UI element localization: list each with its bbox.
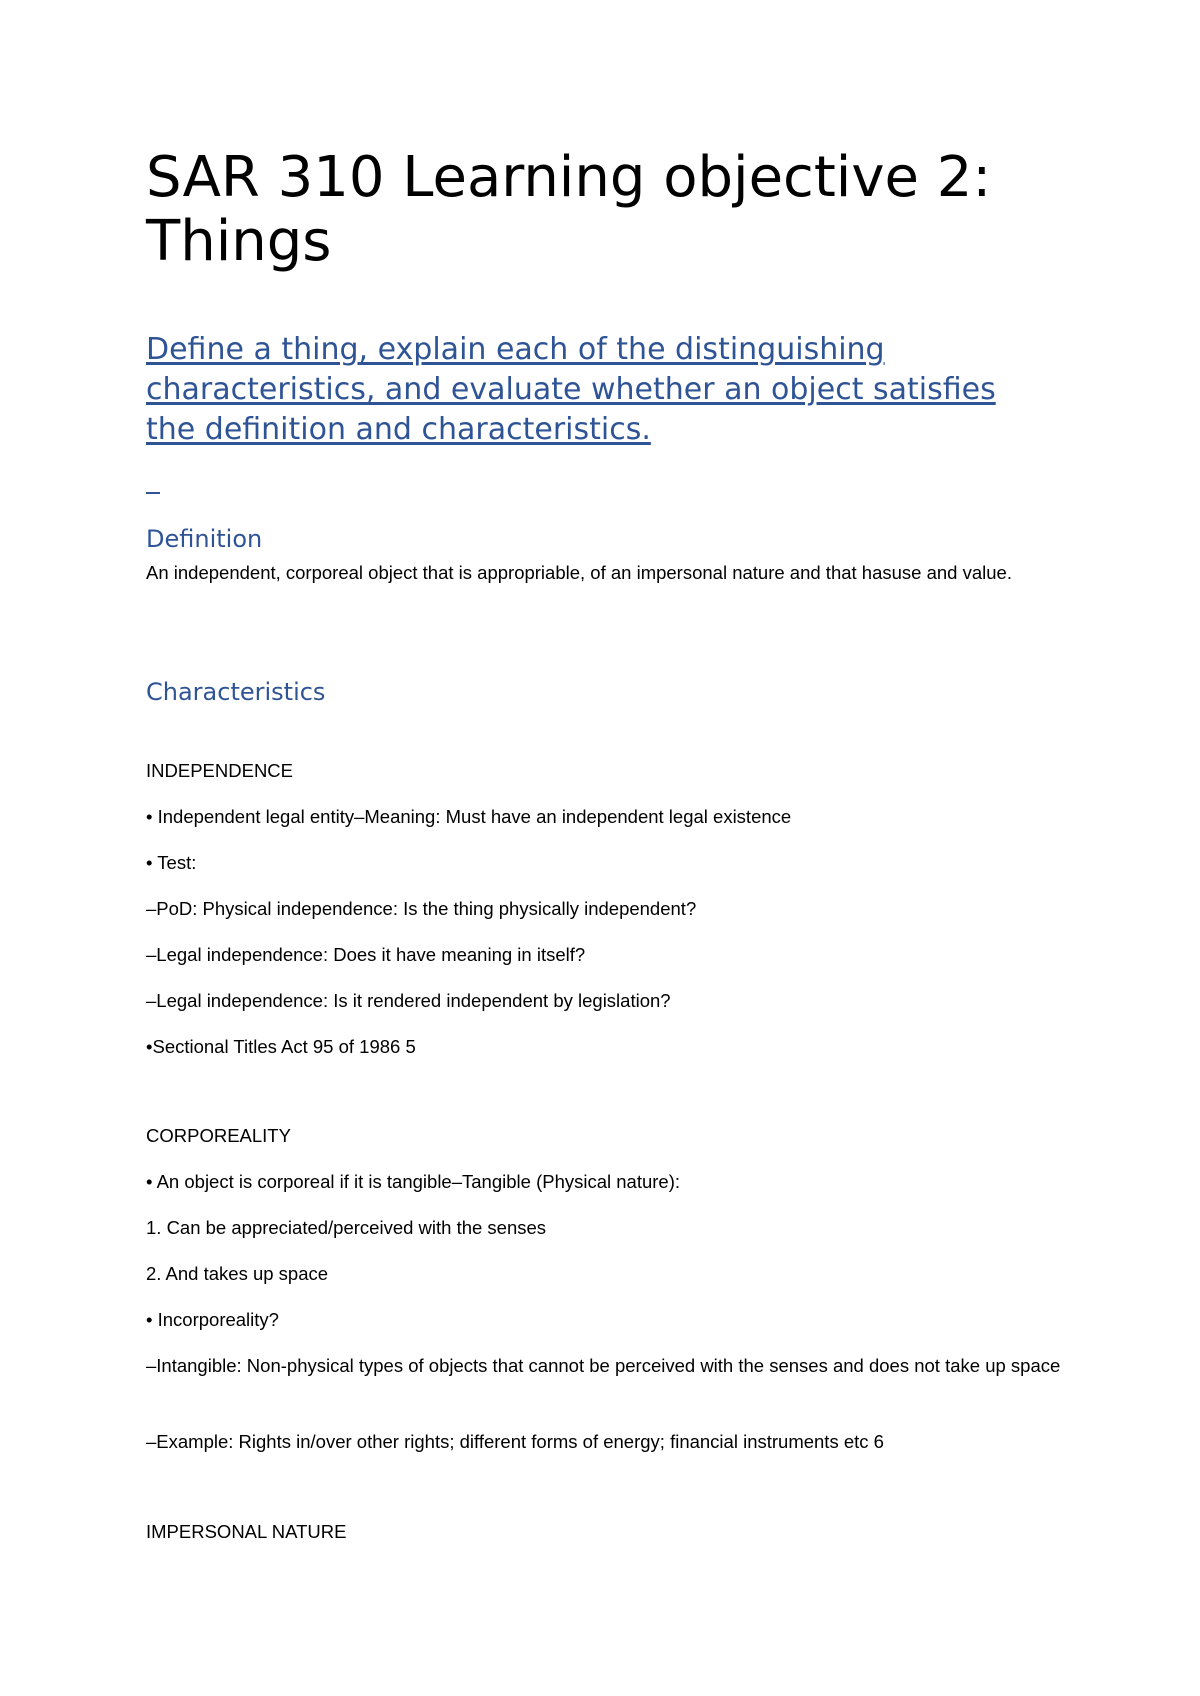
corporeality-line: 2. And takes up space	[146, 1263, 329, 1284]
independence-line: –Legal independence: Is it rendered independent by legislation?	[146, 990, 671, 1011]
corporeality-line: • Incorporeality?	[146, 1309, 279, 1330]
corporeality-line: –Example: Rights in/over other rights; different forms of energy; financial instruments etc 6	[146, 1431, 884, 1452]
independence-line: • Independent legal entity–Meaning: Must have an independent legal existence	[146, 806, 792, 827]
definition-heading: Definition	[146, 525, 263, 553]
independence-line: –PoD: Physical independence: Is the thing physically independent?	[146, 898, 697, 919]
corporeality-line: • An object is corporeal if it is tangible–Tangible (Physical nature):	[146, 1171, 681, 1192]
independence-heading: INDEPENDENCE	[146, 760, 293, 781]
corporeality-heading: CORPOREALITY	[146, 1125, 291, 1146]
independence-line: –Legal independence: Does it have meaning in itself?	[146, 944, 586, 965]
learning-objective-subtitle: Define a thing, explain each of the distinguishing characteristics, and evaluate whether an object satisfies the definition and characteristics.	[146, 332, 996, 447]
independence-line: • Test:	[146, 852, 197, 873]
independence-line: •Sectional Titles Act 95 of 1986 5	[146, 1036, 416, 1057]
characteristics-heading: Characteristics	[146, 678, 326, 706]
definition-text: An independent, corporeal object that is appropriable, of an impersonal nature and that hasuse and value.	[146, 562, 1012, 583]
page-title: SAR 310 Learning objective 2: Things	[146, 145, 992, 274]
corporeality-line: 1. Can be appreciated/perceived with the senses	[146, 1217, 547, 1238]
empty-heading-underline	[146, 492, 160, 494]
impersonal-nature-heading: IMPERSONAL NATURE	[146, 1521, 347, 1542]
corporeality-line: –Intangible: Non-physical types of objects that cannot be perceived with the senses and does not take up space	[146, 1355, 1061, 1376]
